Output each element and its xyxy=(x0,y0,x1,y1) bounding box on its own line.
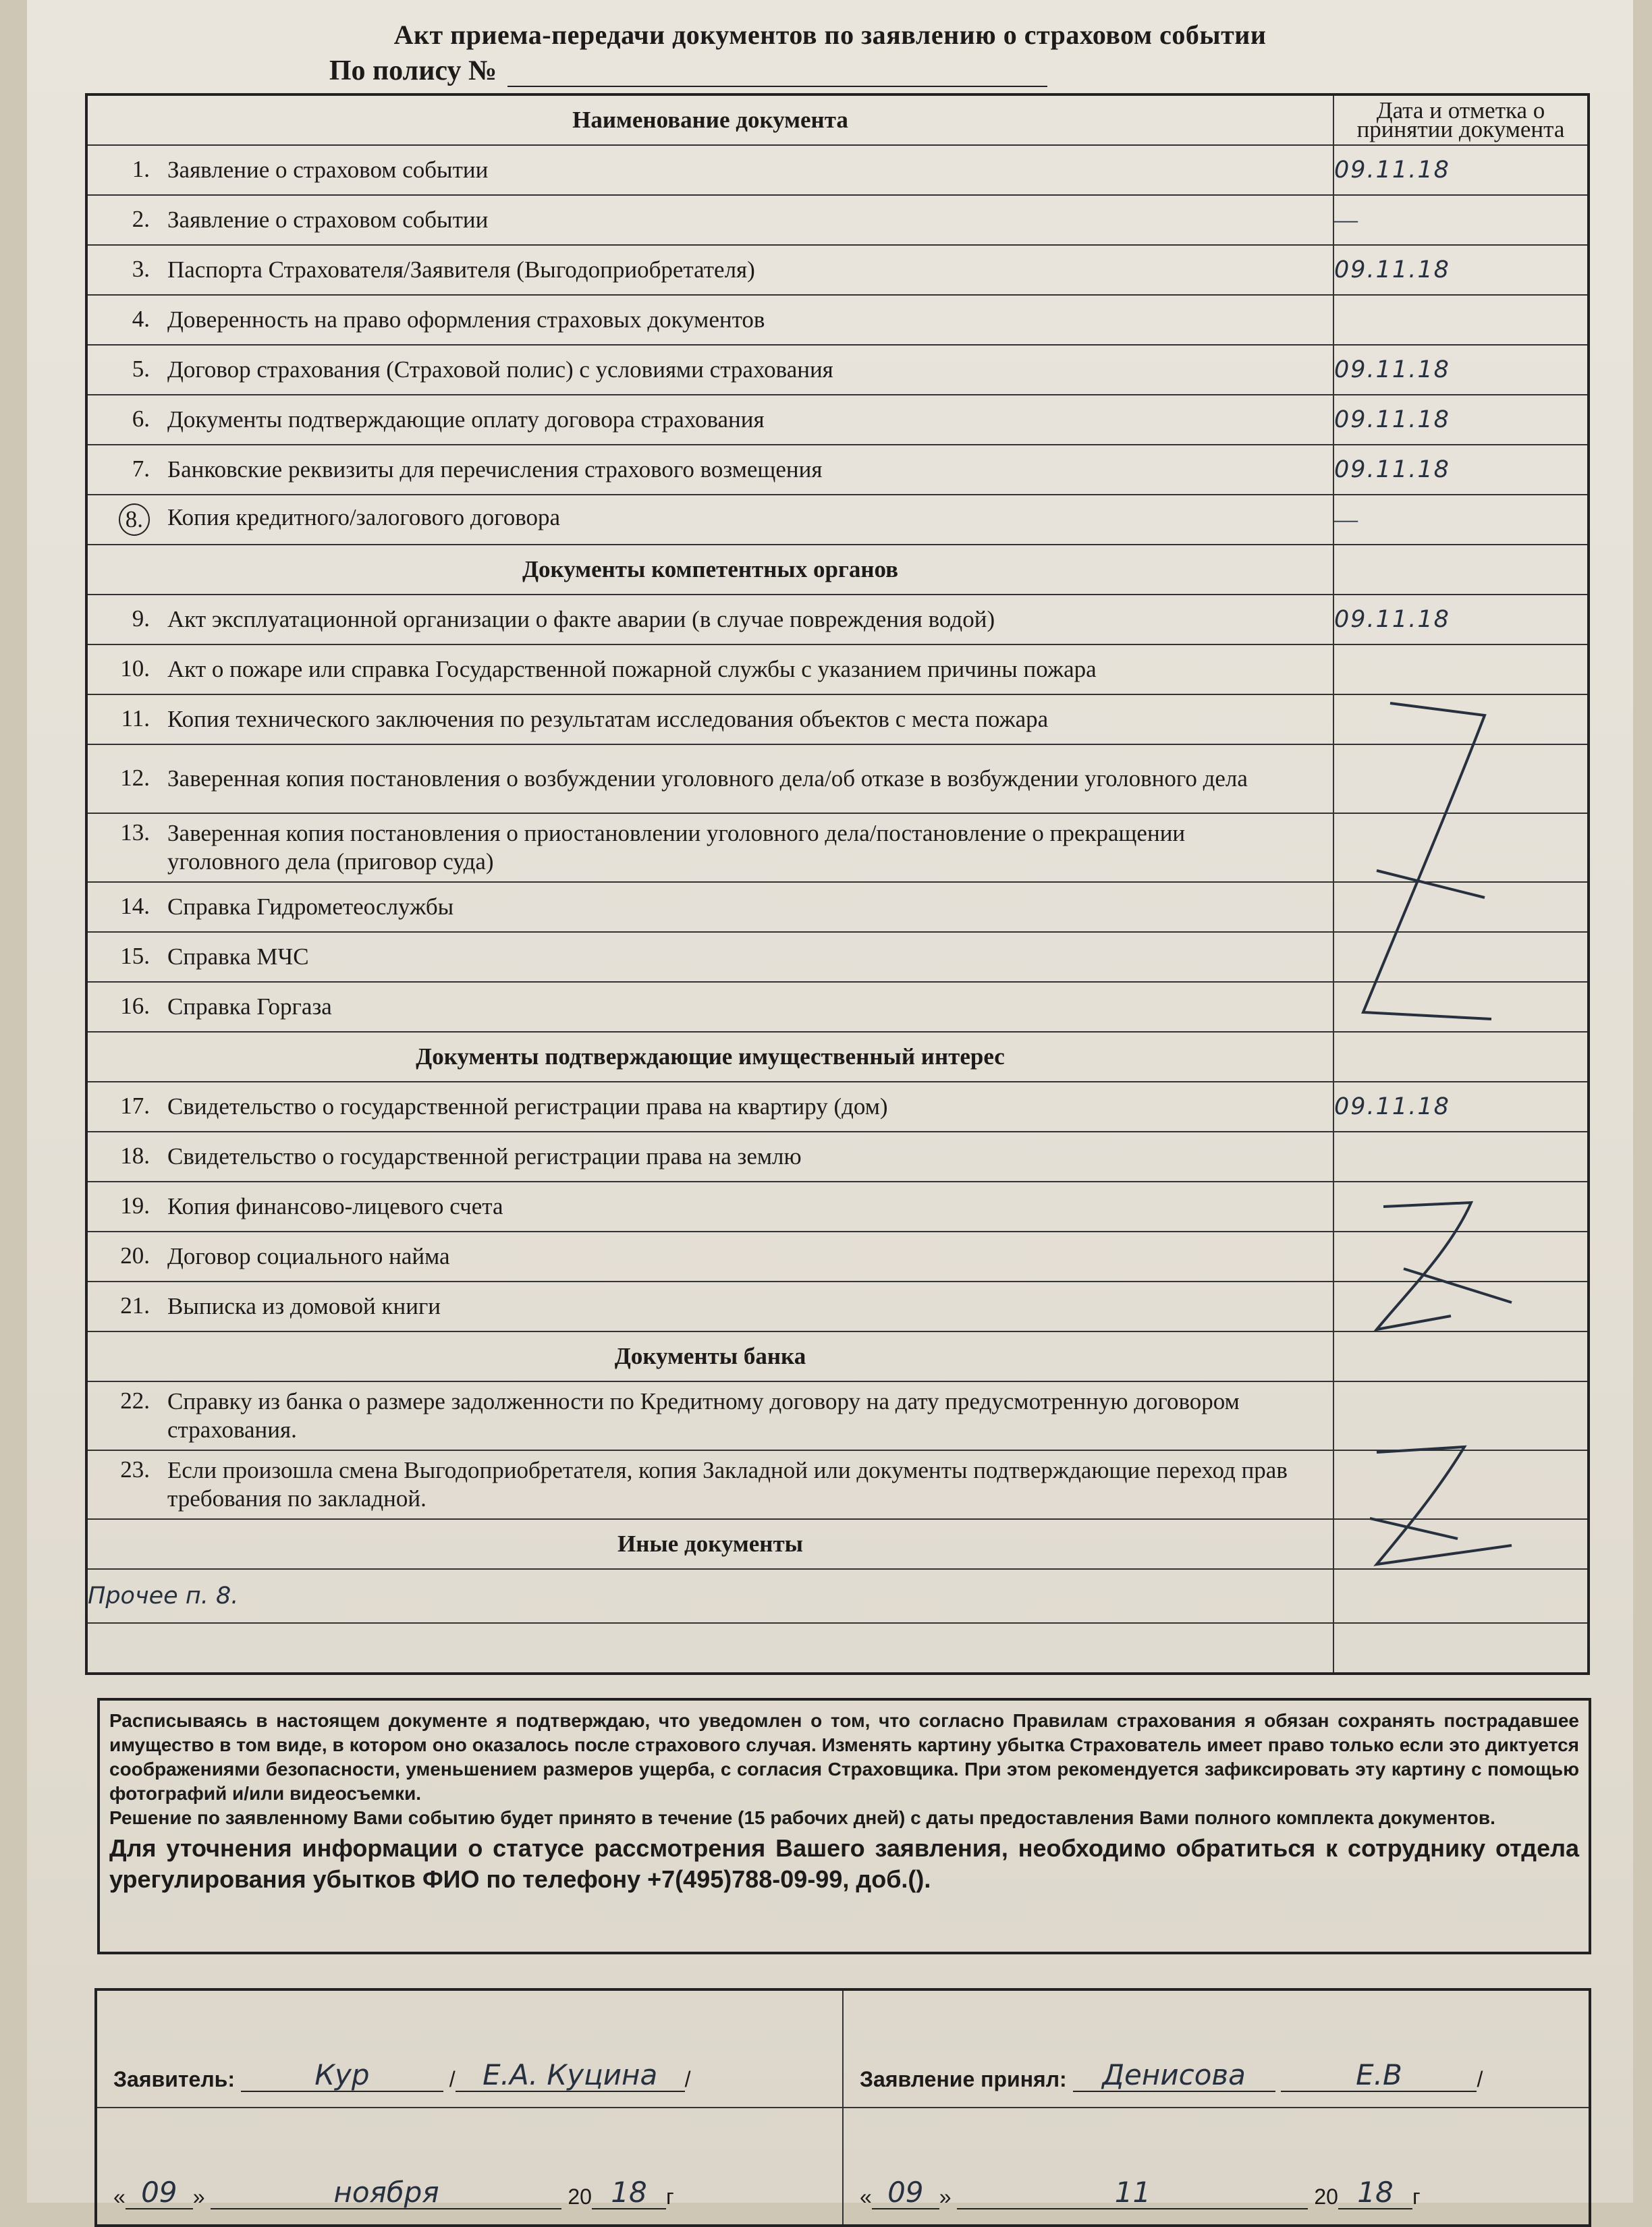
column-header-date: Дата и отметка о принятии документа xyxy=(1333,94,1589,145)
notice-paragraph-1: Расписываясь в настоящем документе я подтверждаю, что уведомлен о том, что согласно Правилам страхования я обязан сохранять пострадавшее имущество в том виде, в котором оно оказалось после страхового случая. Изменять картину убытка Страхователь имеет право только если это диктуется соображениями безопасности, уменьшением размеров ущерба, с согласия Страховщика. При этом рекомендуется зафиксировать эту картину с помощью фотографий и/или видеосъемки. xyxy=(109,1710,1579,1804)
document-name: Акт о пожаре или справка Государственной пожарной службы с указанием причины пожара xyxy=(167,656,1097,682)
document-name-cell xyxy=(86,1082,1333,1132)
table-row xyxy=(86,1082,1589,1132)
table-row xyxy=(86,195,1589,245)
document-name-cell xyxy=(86,345,1333,395)
section-title-other: Иные документы xyxy=(86,1519,1333,1569)
policy-number-blank xyxy=(507,64,1047,87)
row-number: 1. xyxy=(132,156,150,182)
document-name: Копия технического заключения по результатам исследования объектов с места пожара xyxy=(167,706,1049,732)
document-name: Договор социального найма xyxy=(167,1243,450,1269)
acceptance-mark: 09.11.18 xyxy=(1333,1082,1589,1132)
applicant-date-day: 09 xyxy=(126,2176,193,2209)
row-number: 5. xyxy=(132,356,150,382)
document-name-cell xyxy=(86,644,1333,694)
accepted-date-year-prefix: 20 xyxy=(1314,2184,1338,2209)
table-row xyxy=(86,595,1589,644)
table-row xyxy=(86,145,1589,195)
acceptance-mark xyxy=(1333,644,1589,694)
table-row xyxy=(86,295,1589,345)
row-number: 3. xyxy=(132,256,150,282)
document-name-cell xyxy=(86,813,1333,882)
applicant-signature: Кур xyxy=(241,2058,443,2092)
document-sheet xyxy=(27,0,1633,2209)
accepted-date-year: 18 xyxy=(1338,2176,1412,2209)
row-number: 4. xyxy=(132,306,150,332)
section-property-rows xyxy=(86,1082,1589,1331)
applicant-date-year: 18 xyxy=(592,2176,666,2209)
document-name: Доверенность на право оформления страховых документов xyxy=(167,306,765,333)
document-header xyxy=(27,19,1633,87)
document-name: Справка МЧС xyxy=(167,943,309,970)
other-documents-empty-row xyxy=(86,1623,1589,1674)
notice-paragraph-2: Решение по заявленному Вами событию будет принято в течение (15 рабочих дней) с даты предоставления Вами полного комплекта документов. xyxy=(109,1807,1495,1828)
acceptance-mark: 09.11.18 xyxy=(1333,345,1589,395)
document-name: Заявление о страховом событии xyxy=(167,157,489,183)
table-row xyxy=(86,345,1589,395)
acceptance-mark: 09.11.18 xyxy=(1333,245,1589,295)
strike-mark-bank xyxy=(1356,1437,1532,1572)
document-name: Заявление о страховом событии xyxy=(167,207,489,233)
applicant-date-cell: « 09 » ноября 20 18 г xyxy=(96,2108,843,2226)
table-row xyxy=(86,1132,1589,1182)
acceptance-mark xyxy=(1333,295,1589,345)
document-name: Свидетельство о государственной регистрации права на квартиру (дом) xyxy=(167,1093,888,1120)
document-name: Свидетельство о государственной регистрации права на землю xyxy=(167,1143,802,1170)
document-name: Договор страхования (Страховой полис) с условиями страхования xyxy=(167,356,833,383)
row-number: 23. xyxy=(120,1456,150,1483)
document-name: Справка Гидрометеослужбы xyxy=(167,893,454,920)
document-title: Акт приема-передачи документов по заявлению о страховом событии xyxy=(393,20,1267,50)
table-row xyxy=(86,245,1589,295)
document-name-cell xyxy=(86,245,1333,295)
document-name: Акт эксплуатационной организации о факте аварии (в случае повреждения водой) xyxy=(167,606,995,632)
table-row xyxy=(86,445,1589,495)
document-name: Копия кредитного/залогового договора xyxy=(167,504,561,530)
document-name-cell xyxy=(86,882,1333,932)
document-name: Копия финансово-лицевого счета xyxy=(167,1193,503,1219)
table-row xyxy=(86,395,1589,445)
row-number: 15. xyxy=(120,943,150,969)
row-number: 10. xyxy=(120,655,150,682)
acceptance-mark xyxy=(1333,1132,1589,1182)
accepted-name: Е.В xyxy=(1281,2058,1477,2092)
document-name-cell xyxy=(86,595,1333,644)
document-name-cell xyxy=(86,445,1333,495)
strike-mark-competent xyxy=(1350,695,1512,1026)
notice-box xyxy=(97,1698,1591,1954)
applicant-signature-cell: Заявитель: Кур / Е.А. Куцина / xyxy=(96,1989,843,2108)
document-name-cell xyxy=(86,195,1333,245)
document-name-cell xyxy=(86,495,1333,545)
row-number: 16. xyxy=(120,993,150,1019)
row-number: 14. xyxy=(120,893,150,919)
accepted-date-month: 11 xyxy=(957,2176,1308,2209)
accepted-date-cell: « 09 » 11 20 18 г xyxy=(843,2108,1590,2226)
acceptance-mark: 09.11.18 xyxy=(1333,145,1589,195)
table-row xyxy=(86,1182,1589,1232)
document-name-cell xyxy=(86,295,1333,345)
document-name-cell xyxy=(86,395,1333,445)
policy-number-line xyxy=(0,55,1633,87)
document-name-cell xyxy=(86,694,1333,744)
document-name-cell xyxy=(86,1381,1333,1450)
section-row-property xyxy=(86,1032,1589,1082)
document-name: Выписка из домовой книги xyxy=(167,1293,441,1319)
row-number: 13. xyxy=(120,819,150,846)
accepted-label: Заявление принял: xyxy=(860,2067,1067,2091)
section-row-competent xyxy=(86,545,1589,595)
table-row xyxy=(86,1282,1589,1331)
other-documents-row xyxy=(86,1569,1589,1623)
policy-label: По полису № xyxy=(329,55,497,86)
accepted-signature: Денисова xyxy=(1073,2058,1275,2092)
signature-table xyxy=(94,1988,1591,2227)
document-name-cell xyxy=(86,744,1333,813)
accepted-date-year-suffix: г xyxy=(1412,2184,1421,2209)
document-name-cell xyxy=(86,932,1333,982)
accepted-signature-cell: Заявление принял: Денисова Е.В / xyxy=(843,1989,1590,2108)
document-name-cell xyxy=(86,145,1333,195)
table-header-row xyxy=(86,94,1589,145)
row-number: 22. xyxy=(120,1387,150,1414)
document-name-cell xyxy=(86,1132,1333,1182)
notice-paragraph-3: Для уточнения информации о статусе рассмотрения Вашего заявления, необходимо обратиться к сотруднику отдела урегулирования убытков ФИО по телефону +7(495)788-09-99, доб.(). xyxy=(109,1834,1579,1893)
row-number: 18. xyxy=(120,1143,150,1169)
section-title-competent: Документы компетентных органов xyxy=(86,545,1333,595)
row-number: 19. xyxy=(120,1192,150,1219)
applicant-date-year-prefix: 20 xyxy=(568,2184,592,2209)
document-name: Справка Горгаза xyxy=(167,993,332,1020)
document-name: Заверенная копия постановления о возбуждении уголовного дела/об отказе в возбуждении уголовного дела xyxy=(167,765,1248,792)
document-name-cell xyxy=(86,1450,1333,1519)
acceptance-mark: 09.11.18 xyxy=(1333,445,1589,495)
row-number: 12. xyxy=(120,765,150,791)
document-name: Если произошла смена Выгодоприобретателя, копия Закладной или документы подтверждающие переход прав требования по закладной. xyxy=(167,1457,1288,1512)
row-number: 6. xyxy=(132,406,150,432)
document-name: Документы подтверждающие оплату договора страхования xyxy=(167,406,765,433)
section-general-rows xyxy=(86,145,1589,545)
table-row xyxy=(86,495,1589,545)
table-row xyxy=(86,1232,1589,1282)
section-title-bank: Документы банка xyxy=(86,1331,1333,1381)
section-row-bank xyxy=(86,1331,1589,1381)
applicant-name: Е.А. Куцина xyxy=(456,2058,685,2092)
row-number: 7. xyxy=(132,456,150,482)
document-name-cell xyxy=(86,1282,1333,1331)
other-documents-note: Прочее п. 8. xyxy=(86,1569,1333,1623)
strike-mark-property xyxy=(1370,1194,1532,1336)
applicant-date-year-suffix: г xyxy=(665,2184,674,2209)
document-name: Паспорта Страхователя/Заявителя (Выгодоприобретателя) xyxy=(167,256,755,283)
document-name-cell xyxy=(86,1182,1333,1232)
acceptance-mark: — xyxy=(1333,195,1589,245)
document-name: Справку из банка о размере задолженности по Кредитному договору на дату предусмотренную договором страхования. xyxy=(167,1388,1240,1443)
accepted-date-day: 09 xyxy=(872,2176,939,2209)
acceptance-mark: 09.11.18 xyxy=(1333,595,1589,644)
section-title-property: Документы подтверждающие имущественный интерес xyxy=(86,1032,1333,1082)
row-number: 11. xyxy=(121,705,150,732)
applicant-label: Заявитель: xyxy=(113,2067,235,2091)
document-name-cell xyxy=(86,1232,1333,1282)
row-number: 2. xyxy=(132,206,150,232)
acceptance-mark: — xyxy=(1333,495,1589,545)
document-name-cell xyxy=(86,982,1333,1032)
row-number: 20. xyxy=(120,1242,150,1269)
row-number: 17. xyxy=(120,1093,150,1119)
column-header-name: Наименование документа xyxy=(86,94,1333,145)
document-name: Банковские реквизиты для перечисления страхового возмещения xyxy=(167,456,823,483)
document-name: Заверенная копия постановления о приостановлении уголовного дела/постановление о прекращении уголовного дела (приговор суда) xyxy=(167,820,1186,875)
applicant-date-month: ноября xyxy=(211,2176,561,2209)
acceptance-mark: 09.11.18 xyxy=(1333,395,1589,445)
row-number: 21. xyxy=(120,1292,150,1319)
table-row xyxy=(86,644,1589,694)
row-number: 8. xyxy=(88,503,167,536)
row-number: 9. xyxy=(132,605,150,632)
